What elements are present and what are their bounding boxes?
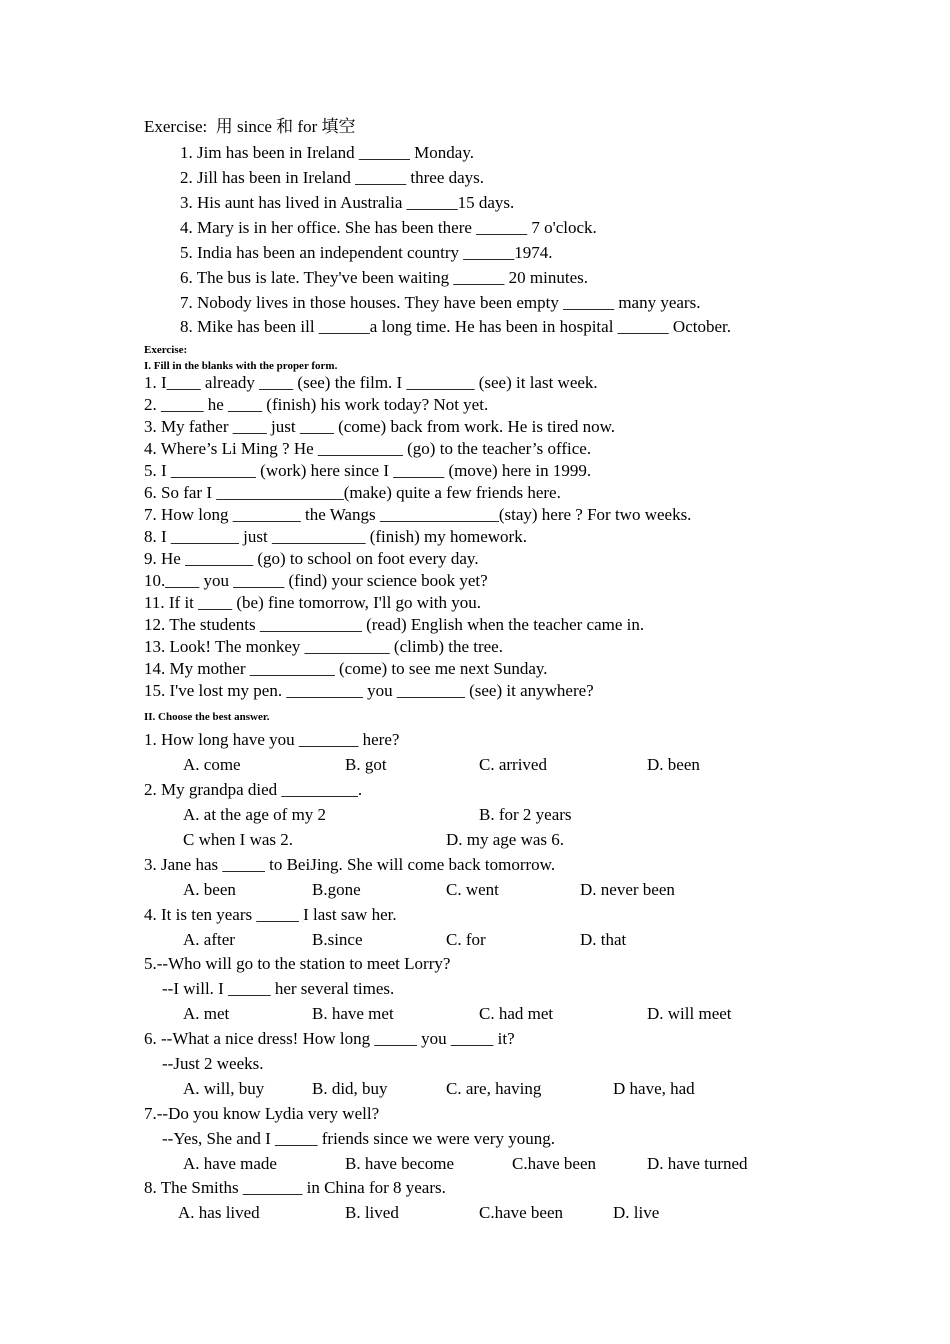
question-stem: 8. The Smiths _______ in China for 8 years. (144, 1178, 446, 1197)
exercise1-item: 4. Mary is in her office. She has been there ______ 7 o'clock. (180, 218, 597, 237)
fill-item: 12. The students ____________ (read) English when the teacher came in. (144, 615, 645, 634)
option-a: A. at the age of my 2 (183, 805, 327, 824)
option-d: D. been (647, 755, 700, 774)
option-d: D. will meet (647, 1004, 732, 1023)
fill-item: 5. I __________ (work) here since I ______ (move) here in 1999. (144, 461, 592, 480)
option-c: C. are, having (446, 1079, 542, 1098)
option-d: D. that (580, 930, 627, 949)
exercise1-item: 7. Nobody lives in those houses. They have been empty ______ many years. (180, 293, 701, 312)
option-b: B. lived (345, 1203, 399, 1222)
option-b: B. have become (345, 1154, 455, 1173)
option-b: B. did, buy (312, 1079, 388, 1098)
option-d: D. never been (580, 880, 675, 899)
option-d: D. live (613, 1203, 660, 1222)
fill-item: 2. _____ he ____ (finish) his work today? Not yet. (144, 395, 489, 414)
fill-item: 11. If it ____ (be) fine tomorrow, I'll go with you. (144, 593, 482, 612)
question-stem: 3. Jane has _____ to BeiJing. She will come back tomorrow. (144, 855, 556, 874)
question-stem: 7.--Do you know Lydia very well? (144, 1104, 380, 1123)
question-reply: --Just 2 weeks. (162, 1054, 264, 1073)
fill-item: 15. I've lost my pen. _________ you ________ (see) it anywhere? (144, 681, 594, 700)
exercise1-item: 2. Jill has been in Ireland ______ three days. (180, 168, 485, 187)
exercise1-item: 8. Mike has been ill ______a long time. He has been in hospital ______ October. (180, 317, 731, 336)
option-c: C when I was 2. (183, 830, 294, 849)
option-a: A. met (183, 1004, 230, 1023)
option-a: A. after (183, 930, 235, 949)
option-d: D have, had (613, 1079, 695, 1098)
fill-item: 3. My father ____ just ____ (come) back from work. He is tired now. (144, 417, 616, 436)
option-a: A. come (183, 755, 241, 774)
exercise1-title: Exercise: 用 since 和 for 填空 (144, 117, 356, 136)
option-b: B.gone (312, 880, 361, 899)
section1-title: I. Fill in the blanks with the proper form. (144, 360, 338, 372)
fill-item: 7. How long ________ the Wangs ______________(stay) here ? For two weeks. (144, 505, 692, 524)
question-stem: 1. How long have you _______ here? (144, 730, 400, 749)
fill-item: 6. So far I _______________(make) quite a few friends here. (144, 483, 561, 502)
fill-item: 1. I____ already ____ (see) the film. I ________ (see) it last week. (144, 373, 598, 392)
section2-title: II. Choose the best answer. (144, 711, 270, 723)
option-b: B. got (345, 755, 387, 774)
question-stem: 5.--Who will go to the station to meet Lorry? (144, 954, 451, 973)
fill-item: 13. Look! The monkey __________ (climb) the tree. (144, 637, 503, 656)
exercise1-item: 1. Jim has been in Ireland ______ Monday. (180, 143, 474, 162)
fill-item: 14. My mother __________ (come) to see me next Sunday. (144, 659, 548, 678)
option-a: A. been (183, 880, 236, 899)
option-c: C. arrived (479, 755, 547, 774)
option-a: A. has lived (178, 1203, 260, 1222)
question-stem: 2. My grandpa died _________. (144, 780, 363, 799)
option-b: B. have met (312, 1004, 394, 1023)
fill-item: 4. Where’s Li Ming ? He __________ (go) to the teacher’s office. (144, 439, 592, 458)
option-d: D. have turned (647, 1154, 748, 1173)
question-stem: 4. It is ten years _____ I last saw her. (144, 905, 397, 924)
question-reply: --I will. I _____ her several times. (162, 979, 395, 998)
exercise1-item: 3. His aunt has lived in Australia ______15 days. (180, 193, 515, 212)
option-c: C.have been (479, 1203, 564, 1222)
question-stem: 6. --What a nice dress! How long _____ you _____ it? (144, 1029, 515, 1048)
option-c: C. had met (479, 1004, 554, 1023)
fill-item: 10.____ you ______ (find) your science book yet? (144, 571, 488, 590)
option-a: A. will, buy (183, 1079, 265, 1098)
option-b: B.since (312, 930, 363, 949)
option-a: A. have made (183, 1154, 277, 1173)
fill-item: 9. He ________ (go) to school on foot every day. (144, 549, 479, 568)
exercise2-title: Exercise: (144, 344, 188, 356)
fill-item: 8. I ________ just ___________ (finish) my homework. (144, 527, 527, 546)
option-c: C. went (446, 880, 499, 899)
option-c: C.have been (512, 1154, 597, 1173)
option-c: C. for (446, 930, 486, 949)
exercise1-item: 5. India has been an independent country ______1974. (180, 243, 553, 262)
option-d: D. my age was 6. (446, 830, 565, 849)
question-reply: --Yes, She and I _____ friends since we were very young. (162, 1129, 555, 1148)
exercise1-item: 6. The bus is late. They've been waiting ______ 20 minutes. (180, 268, 589, 287)
option-b: B. for 2 years (479, 805, 572, 824)
